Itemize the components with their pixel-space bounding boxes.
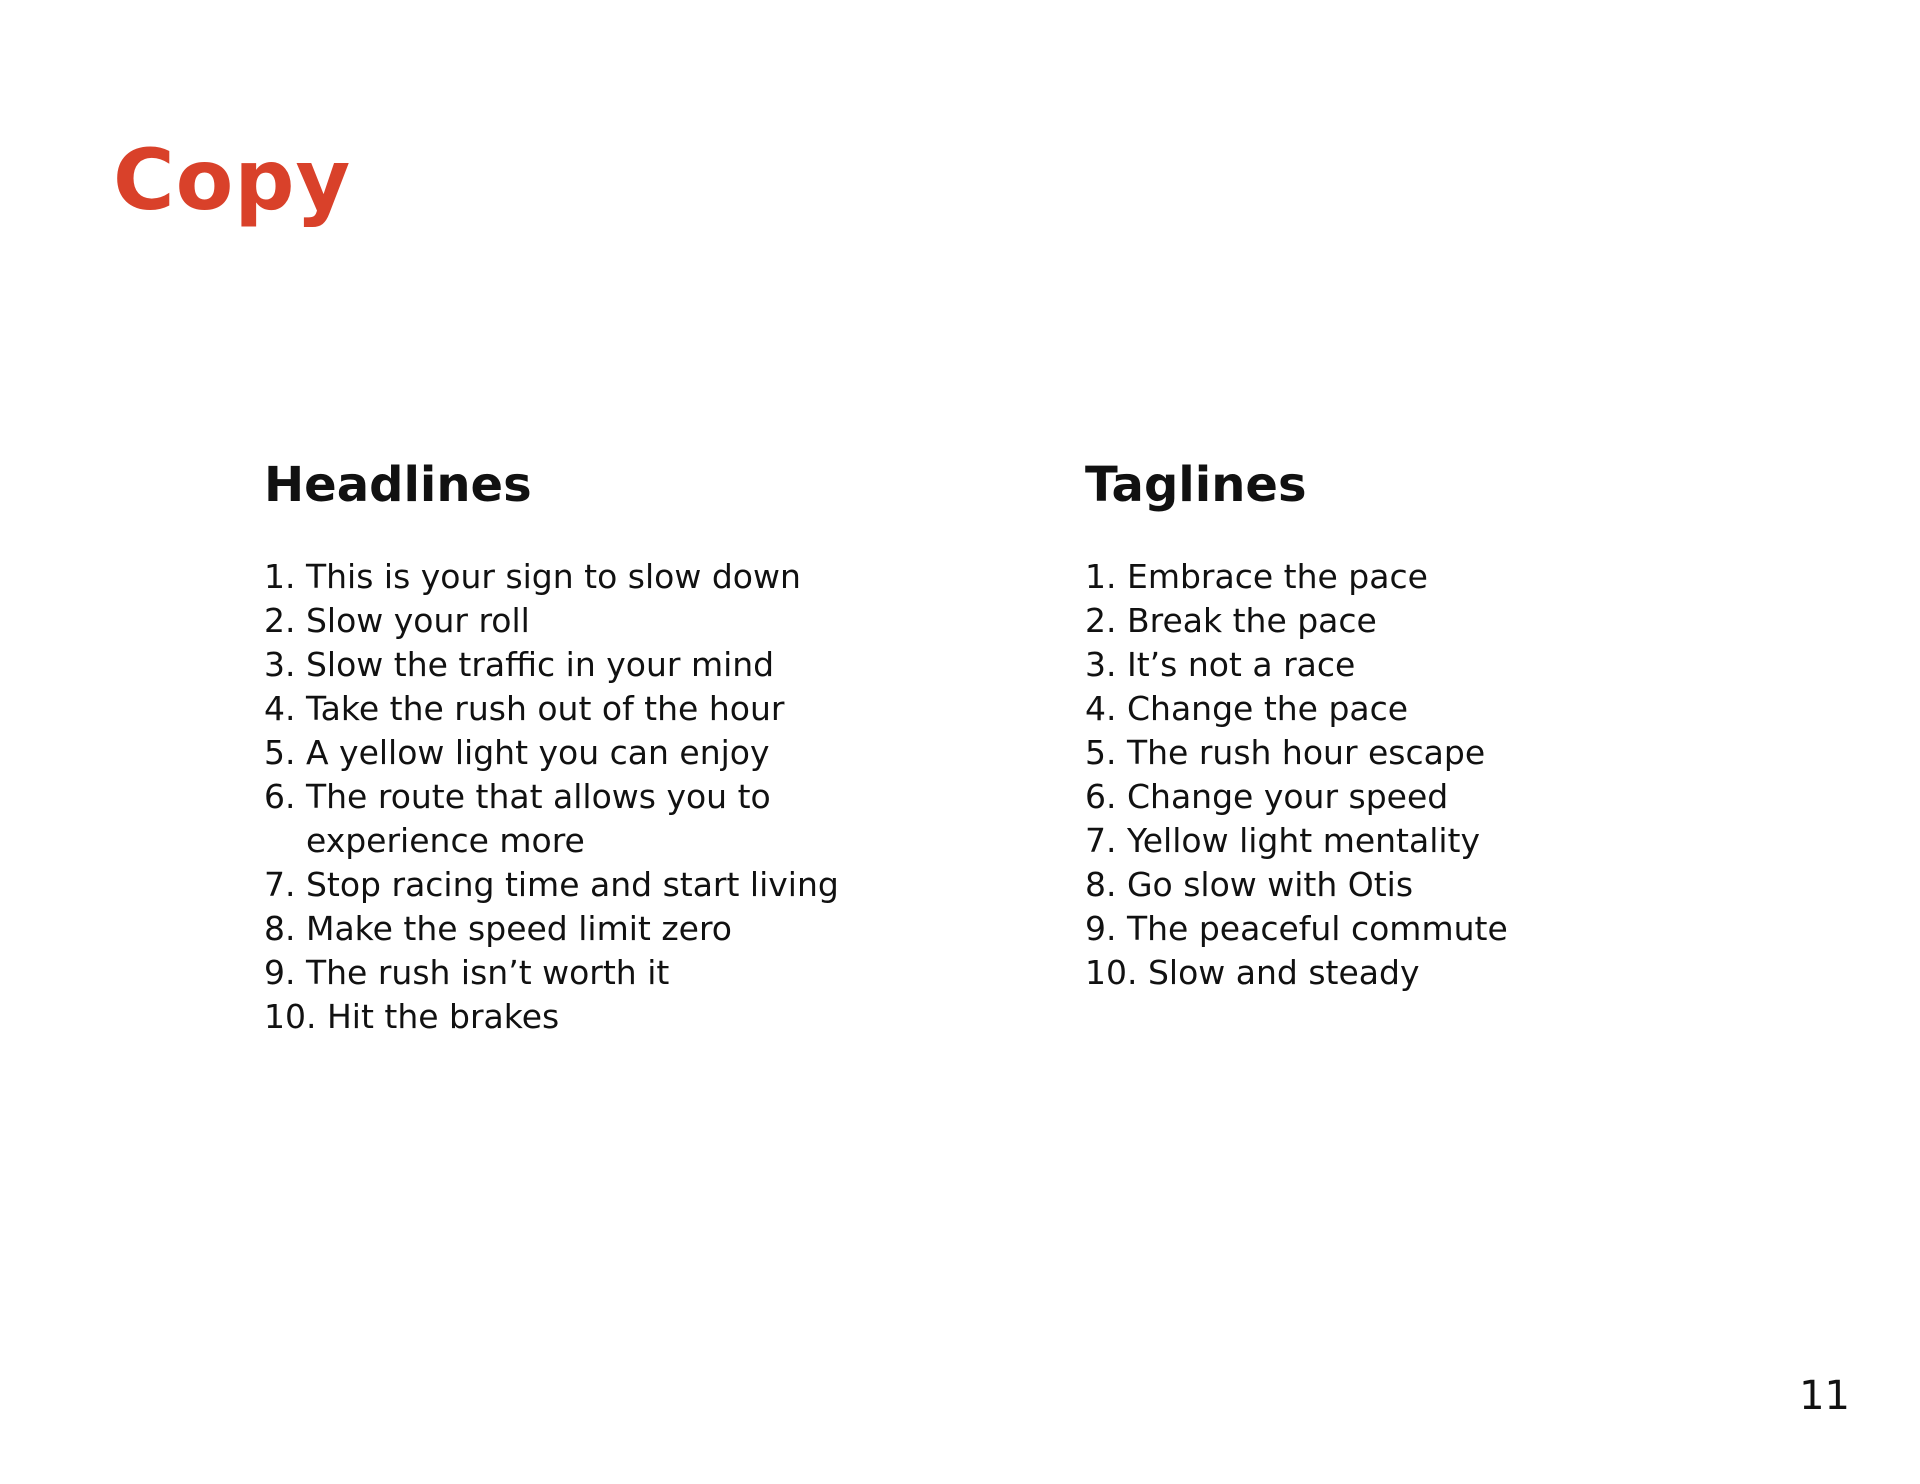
list-item (1085, 951, 1845, 995)
item-text: Slow your roll (305, 601, 530, 640)
item-text: Change your speed (1126, 777, 1449, 816)
list-item (264, 599, 1024, 643)
item-text: Break the pace (1126, 601, 1377, 640)
list-item (1085, 907, 1845, 951)
taglines-section (1085, 455, 1845, 995)
item-text: Hit the brakes (326, 997, 560, 1036)
item-text: The rush hour escape (1126, 733, 1486, 772)
item-text: Make the speed limit zero (305, 909, 732, 948)
taglines-heading: Taglines (1085, 457, 1307, 513)
item-text: Slow and steady (1147, 953, 1420, 992)
list-item (264, 907, 1024, 951)
item-number: 4. (264, 689, 306, 728)
list-item (1085, 687, 1845, 731)
list-item (264, 687, 1024, 731)
item-number: 3. (1085, 645, 1127, 684)
item-text: It’s not a race (1126, 645, 1356, 684)
headlines-list (264, 555, 1024, 1039)
item-text: Stop racing time and start living (305, 865, 839, 904)
item-text: This is your sign to slow down (305, 557, 801, 596)
item-number: 8. (264, 909, 306, 948)
list-item (264, 863, 1024, 907)
item-number: 10. (264, 997, 327, 1036)
list-item (264, 775, 1024, 863)
item-number: 9. (264, 953, 306, 992)
item-number: 10. (1085, 953, 1148, 992)
list-item (264, 731, 1024, 775)
item-number: 2. (264, 601, 306, 640)
item-number: 4. (1085, 689, 1127, 728)
list-item (1085, 599, 1845, 643)
list-item (1085, 819, 1845, 863)
headlines-heading: Headlines (264, 457, 532, 513)
item-text: A yellow light you can enjoy (305, 733, 770, 772)
item-text: Slow the traffic in your mind (305, 645, 775, 684)
list-item (1085, 643, 1845, 687)
item-number: 1. (264, 557, 306, 596)
item-number: 7. (264, 865, 306, 904)
item-number: 8. (1085, 865, 1127, 904)
item-number: 2. (1085, 601, 1127, 640)
list-item (264, 951, 1024, 995)
item-number: 1. (1085, 557, 1127, 596)
item-text: Take the rush out of the hour (305, 689, 785, 728)
list-item (1085, 775, 1845, 819)
page-title: Copy (113, 131, 352, 229)
headlines-section (264, 455, 1024, 1039)
item-number: 9. (1085, 909, 1127, 948)
taglines-list (1085, 555, 1845, 995)
item-number: 3. (264, 645, 306, 684)
item-text: Embrace the pace (1126, 557, 1428, 596)
item-number: 7. (1085, 821, 1127, 860)
item-text: The peaceful commute (1126, 909, 1508, 948)
item-number: 6. (264, 777, 306, 816)
item-number: 5. (264, 733, 306, 772)
item-number: 6. (1085, 777, 1127, 816)
list-item (264, 995, 1024, 1039)
item-text: The route that allows you to experience more (305, 777, 771, 860)
item-text: The rush isn’t worth it (305, 953, 670, 992)
list-item (1085, 863, 1845, 907)
item-text: Change the pace (1126, 689, 1409, 728)
item-number: 5. (1085, 733, 1127, 772)
list-item (264, 643, 1024, 687)
item-text: Yellow light mentality (1126, 821, 1481, 860)
list-item (1085, 731, 1845, 775)
item-text: Go slow with Otis (1126, 865, 1414, 904)
list-item (264, 555, 1024, 599)
page-number: 11 (1799, 1373, 1850, 1419)
list-item (1085, 555, 1845, 599)
